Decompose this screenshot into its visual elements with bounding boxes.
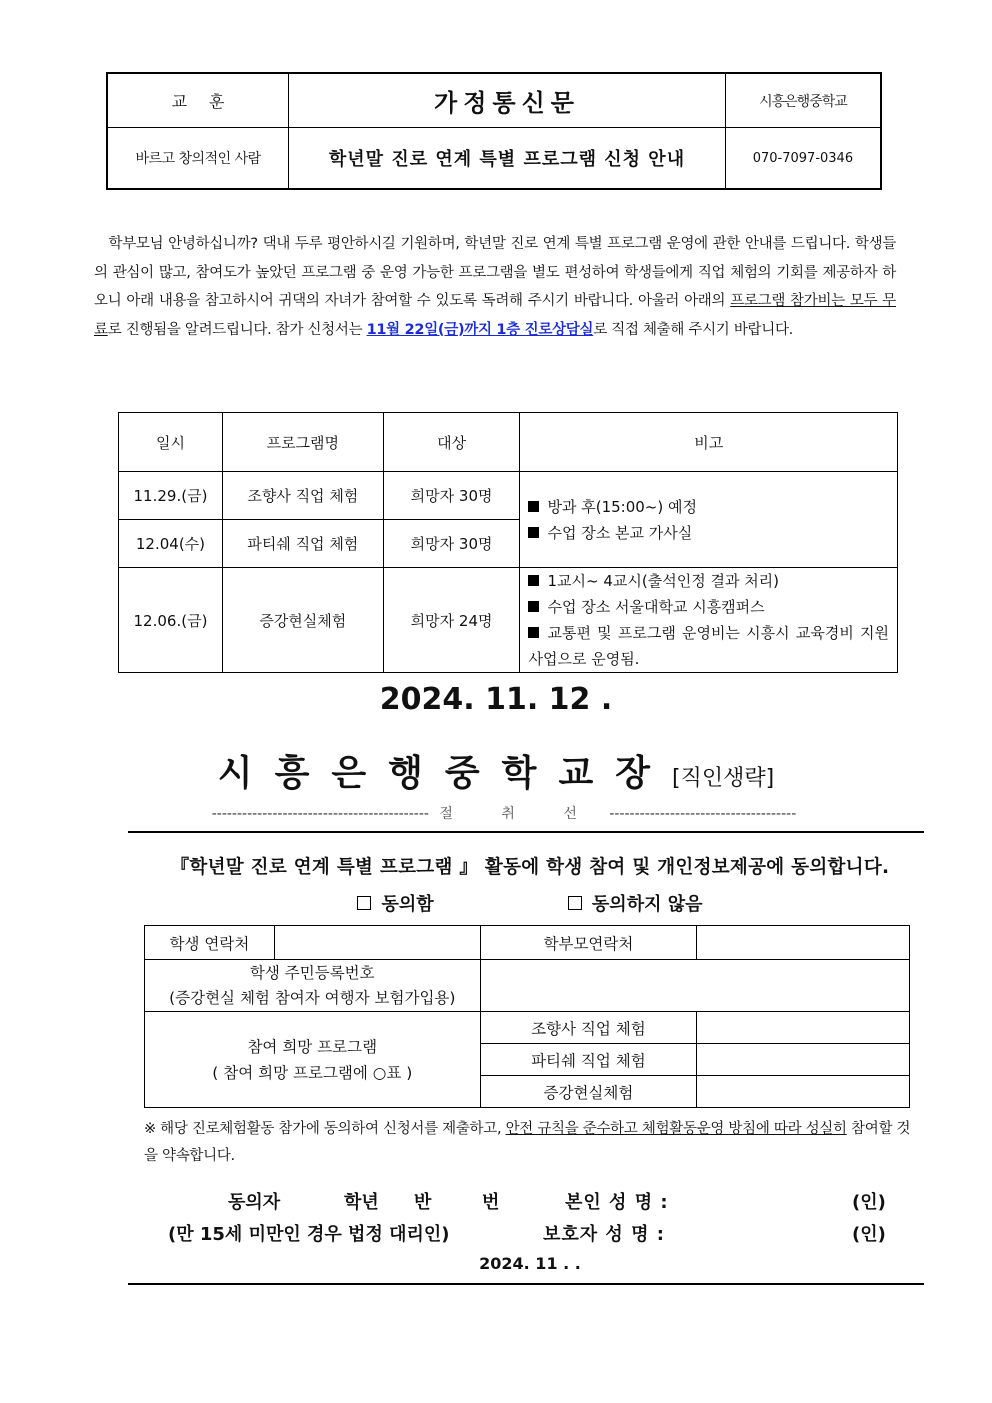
principal-name: 시흥은행중학교장[직인생략]	[217, 753, 775, 794]
intro-paragraph	[94, 230, 896, 344]
school-phone: 070-7097-0346	[725, 128, 881, 190]
newsletter-title: 가정통신문	[289, 73, 726, 128]
program-option-field[interactable]	[697, 1044, 910, 1076]
row-program: 조향사 직업 체험	[222, 472, 383, 520]
number-label: 번	[482, 1192, 500, 1213]
header-table	[106, 72, 882, 190]
note-item: 1교시~ 4교시(출석인정 결과 처리)	[528, 568, 889, 594]
notice-title: 학년말 진로 연계 특별 프로그램 신청 안내	[289, 128, 726, 190]
square-bullet-icon	[528, 627, 539, 638]
program-option-field[interactable]	[697, 1076, 910, 1108]
guardian-name-label: 보호자 성 명 :	[543, 1224, 665, 1245]
self-name-label: 본인 성 명 :	[565, 1192, 669, 1213]
seal-note: [직인생략]	[672, 766, 775, 791]
seal-mark: (인)	[852, 1192, 886, 1213]
intro-text-1: 학부모님 안녕하십니까? 댁내 두루 평안하시길 기원하며, 학년말 진로 연계 특별 프로그램 운영에 관한 안내를 드립니다. 학생들의 관심이 많고, 참여도가 높았던 프로그램 중 운영 가능한 프로그램을 별도 편성하여 학생들에게 직업 체험의 기회를 제공하자 하오니 아래 내용을 참고하시어 귀댁의 자녀가 참여할 수 있도록 독려해 주시기 바랍니다. 아울러 아래의	[94, 236, 896, 309]
deadline-highlight: 11월 22일(금)까지 1층 진로상담실	[366, 321, 594, 338]
note-item: 교통편 및 프로그램 운영비는 시흥시 교육경비 지원 사업으로 운영됨.	[528, 624, 889, 668]
issue-date: 2024. 11. 12 .	[379, 682, 613, 717]
col-header-target: 대상	[383, 413, 520, 472]
intro-text-3: 로 직접 체출해 주시기 바랍니다.	[593, 321, 793, 338]
intro-text-2: 로 진행됨을 알려드립니다. 참가 신청서는	[107, 321, 367, 338]
sign-date: 2024. 11 . .	[479, 1254, 581, 1273]
program-option-label: 파티쉐 직업 체험	[480, 1044, 697, 1076]
col-header-program: 프로그램명	[222, 413, 383, 472]
note-item: 방과 후(15:00~) 예정	[528, 494, 889, 520]
motto-label: 교훈	[107, 73, 289, 128]
row-target: 희망자 30명	[383, 472, 520, 520]
row-program: 증강현실체험	[222, 568, 383, 673]
parent-contact-field[interactable]	[697, 926, 910, 960]
pledge-text: ※ 해당 진로체험활동 참가에 동의하여 신청서를 제출하고, 안전 규칙을 준수하고 체험활동운영 방침에 따라 성실히 참여할 것을 약속합니다.	[144, 1121, 911, 1164]
schedule-header-row	[119, 413, 898, 472]
student-contact-label: 학생 연락처	[145, 926, 275, 960]
checkbox-icon[interactable]	[568, 896, 582, 910]
row-note-b	[520, 568, 898, 673]
table-row	[119, 568, 898, 673]
disagree-option[interactable]: 동의하지 않음	[568, 890, 703, 916]
cut-line: ------------------------------------------- 절 취 선 -------------------------------------	[211, 806, 797, 822]
divider-top	[128, 831, 924, 833]
note-item: 수업 장소 본교 가사실	[528, 520, 889, 546]
note-item: 수업 장소 서울대학교 시흥캠퍼스	[528, 594, 889, 620]
square-bullet-icon	[528, 575, 539, 586]
program-option-field[interactable]	[697, 1012, 910, 1044]
student-contact-field[interactable]	[274, 926, 480, 960]
agree-option[interactable]: 동의함	[357, 890, 433, 916]
consent-options	[0, 890, 992, 916]
row-date: 12.04(수)	[119, 520, 223, 568]
seal-mark: (인)	[852, 1224, 886, 1245]
parent-contact-label: 학부모연락처	[480, 926, 697, 960]
col-header-note: 비고	[520, 413, 898, 472]
rrn-label: 학생 주민등록번호 (증강현실 체험 참여자 여행자 보험가입용)	[145, 960, 481, 1012]
row-target: 희망자 30명	[383, 520, 520, 568]
divider-bottom	[128, 1283, 924, 1285]
consent-title: 『학년말 진로 연계 특별 프로그램 』 활동에 학생 참여 및 개인정보제공에 동의합니다.	[170, 857, 890, 878]
checkbox-icon[interactable]	[357, 896, 371, 910]
table-row	[119, 472, 898, 520]
row-date: 12.06.(금)	[119, 568, 223, 673]
class-label: 반	[414, 1192, 432, 1213]
rrn-field[interactable]	[480, 960, 909, 1012]
cut-line-label: 절 취 선	[439, 806, 599, 822]
motto-text: 바르고 창의적인 사람	[107, 128, 289, 190]
square-bullet-icon	[528, 527, 539, 538]
guardian-note: (만 15세 미만인 경우 법정 대리인)	[168, 1224, 450, 1245]
free-notice: 프로그램 참가비는 모두 무료	[94, 293, 896, 338]
square-bullet-icon	[528, 501, 539, 512]
program-choice-label: 참여 희망 프로그램 ( 참여 희망 프로그램에 ○표 )	[145, 1012, 481, 1108]
program-option-label: 증강현실체험	[480, 1076, 697, 1108]
program-option-label: 조향사 직업 체험	[480, 1012, 697, 1044]
square-bullet-icon	[528, 601, 539, 612]
row-note-a	[520, 472, 898, 568]
row-date: 11.29.(금)	[119, 472, 223, 520]
schedule-table	[118, 412, 898, 673]
school-name: 시흥은행중학교	[725, 73, 881, 128]
row-target: 희망자 24명	[383, 568, 520, 673]
row-program: 파티쉐 직업 체험	[222, 520, 383, 568]
consenter-label: 동의자	[228, 1192, 281, 1213]
grade-label: 학년	[344, 1192, 379, 1213]
application-form	[144, 925, 910, 1108]
col-header-date: 일시	[119, 413, 223, 472]
